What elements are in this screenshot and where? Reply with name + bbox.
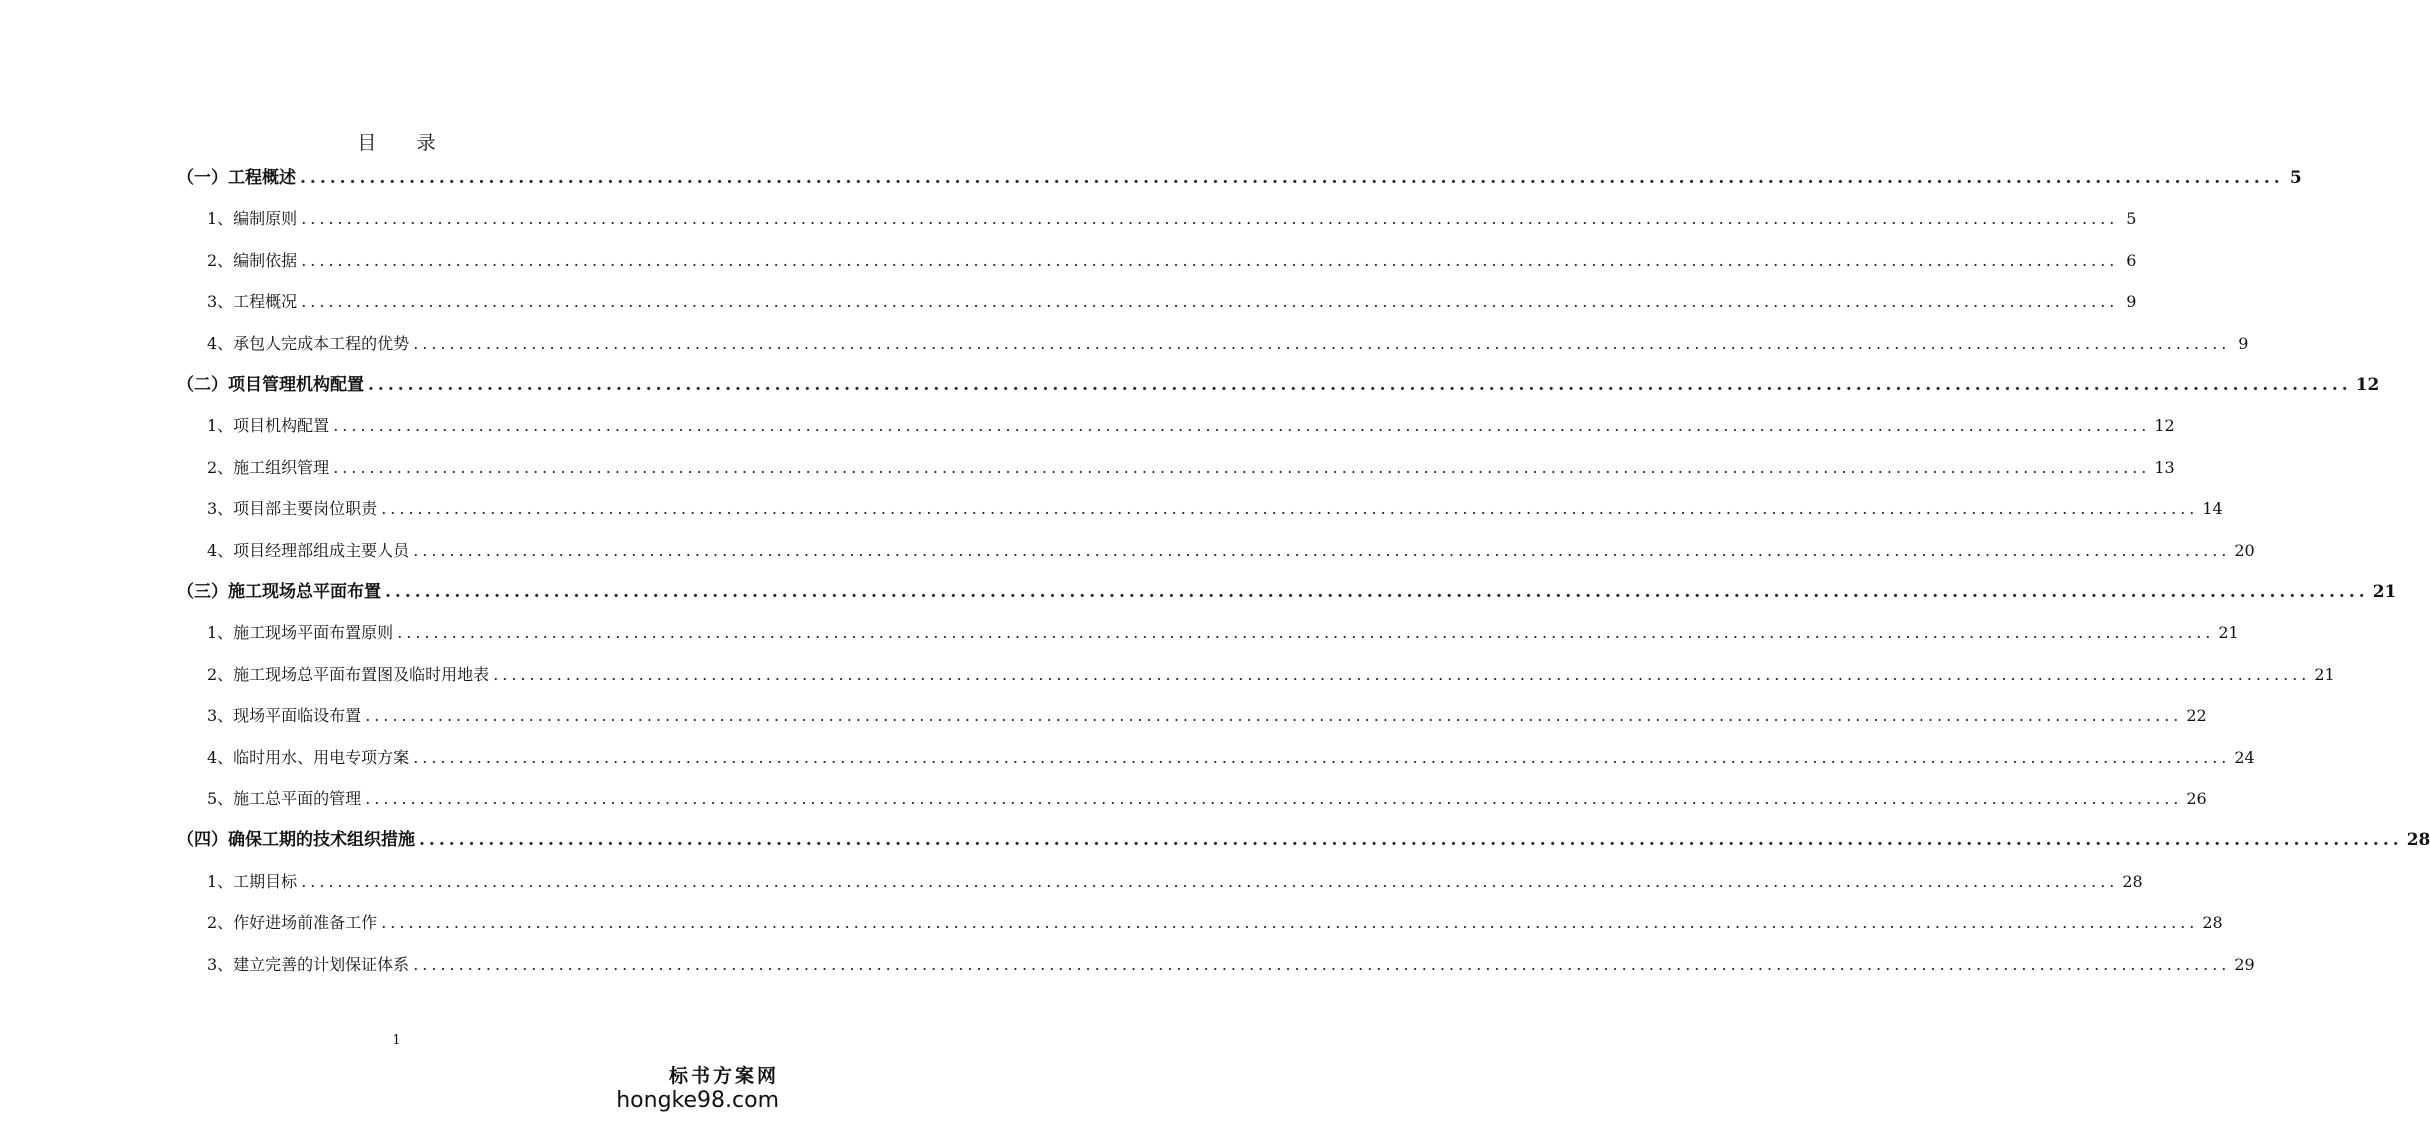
watermark-url: hongke98.com (616, 1088, 779, 1113)
toc-dot-leader: ........................................................................................................................................................................................................ (301, 292, 2119, 312)
toc-entry-label: 3、项目部主要岗位职责 (207, 499, 378, 519)
toc-sub-entry[interactable] (207, 453, 2175, 483)
toc-entry-page: 9 (2238, 333, 2249, 353)
toc-sub-entry[interactable] (207, 204, 2137, 234)
toc-dot-leader: ........................................................................................................................................................................................................ (413, 333, 2231, 353)
toc-dot-leader: ........................................................................................................................................................................................................ (365, 789, 2183, 808)
toc-entry-page: 6 (2126, 250, 2137, 270)
toc-entry-label: 1、编制原则 (207, 209, 298, 229)
toc-entry-label: （一）工程概述 (177, 168, 296, 188)
toc-entry-page: 24 (2234, 747, 2255, 767)
toc-entry-label: 1、施工现场平面布置原则 (207, 623, 394, 643)
toc-dot-leader: ........................................................................................................................................................................................................ (300, 168, 2284, 188)
toc-dot-leader: ........................................................................................................................................................................................................ (365, 706, 2183, 726)
toc-dot-leader: ........................................................................................................................................................................................................ (368, 375, 2352, 395)
toc-entry-label: 2、施工组织管理 (207, 457, 330, 477)
toc-title: 目 录 (357, 132, 453, 154)
toc-entry-label: （三）施工现场总平面布置 (177, 582, 381, 602)
toc-sub-entry[interactable] (207, 784, 2207, 814)
toc-dot-leader: ........................................................................................................................................................................................................ (413, 954, 2231, 974)
toc-entry-label: 4、项目经理部组成主要人员 (207, 540, 410, 560)
toc-entry-label: 5、施工总平面的管理 (207, 789, 362, 808)
toc-entry-page: 9 (2126, 292, 2137, 312)
toc-entry-page: 12 (2355, 375, 2380, 395)
toc-sub-entry[interactable] (207, 536, 2255, 566)
toc-sub-entry[interactable] (207, 287, 2137, 317)
toc-section-entry[interactable] (177, 577, 2397, 607)
toc-entry-page: 29 (2234, 954, 2255, 974)
toc-sub-entry[interactable] (207, 701, 2207, 731)
toc-entry-page: 21 (2314, 664, 2335, 684)
toc-dot-leader: ........................................................................................................................................................................................................ (385, 582, 2369, 602)
toc-entry-label: 3、现场平面临设布置 (207, 706, 362, 726)
toc-entry-page: 26 (2186, 789, 2207, 808)
toc-dot-leader: ........................................................................................................................................................................................................ (301, 871, 2119, 891)
toc-entry-label: （四）确保工期的技术组织措施 (177, 830, 415, 851)
toc-dot-leader: ........................................................................................................................................................................................................ (301, 209, 2119, 229)
toc-entry-page: 5 (2126, 209, 2137, 229)
toc-dot-leader: ........................................................................................................................................................................................................ (413, 747, 2231, 767)
toc-sub-entry[interactable] (207, 950, 2255, 980)
toc-section-entry[interactable] (177, 825, 2430, 855)
toc-sub-entry[interactable] (207, 329, 2249, 359)
toc-sub-entry[interactable] (207, 618, 2239, 648)
toc-section-entry[interactable] (177, 163, 2302, 193)
toc-dot-leader: ........................................................................................................................................................................................................ (381, 913, 2199, 933)
toc-sub-entry[interactable] (207, 246, 2137, 276)
toc-dot-leader: ........................................................................................................................................................................................................ (333, 457, 2151, 477)
toc-dot-leader: ........................................................................................................................................................................................................ (493, 664, 2311, 684)
toc-entry-page: 28 (2406, 830, 2430, 851)
toc-sub-entry[interactable] (207, 908, 2223, 938)
toc-sub-entry[interactable] (207, 411, 2175, 441)
toc-entry-label: 3、建立完善的计划保证体系 (207, 954, 410, 974)
toc-sub-entry[interactable] (207, 867, 2143, 897)
toc-entry-page: 20 (2234, 540, 2255, 560)
toc-entry-page: 12 (2154, 416, 2175, 436)
watermark-text: 标书方案网 (668, 1065, 779, 1087)
toc-entry-label: 4、承包人完成本工程的优势 (207, 333, 410, 353)
toc-entry-label: 1、项目机构配置 (207, 416, 330, 436)
toc-entry-page: 28 (2122, 871, 2143, 891)
watermark-logo (616, 1064, 779, 1114)
toc-entry-label: 2、作好进场前准备工作 (207, 913, 378, 933)
toc-sub-entry[interactable] (207, 743, 2255, 773)
toc-entry-page: 5 (2289, 168, 2302, 188)
toc-entry-label: 1、工期目标 (207, 871, 298, 891)
toc-entry-page: 14 (2202, 499, 2223, 519)
toc-entry-page: 13 (2154, 457, 2175, 477)
toc-sub-entry[interactable] (207, 494, 2223, 524)
toc-dot-leader: ........................................................................................................................................................................................................ (381, 499, 2199, 519)
toc-entry-label: 3、工程概况 (207, 292, 298, 312)
toc-dot-leader: ........................................................................................................................................................................................................ (413, 540, 2231, 560)
toc-dot-leader: ........................................................................................................................................................................................................ (419, 830, 2403, 851)
toc-dot-leader: ........................................................................................................................................................................................................ (301, 250, 2119, 270)
toc-entry-label: 2、编制依据 (207, 250, 298, 270)
page-number: 1 (392, 1033, 401, 1048)
toc-entry-label: （二）项目管理机构配置 (177, 375, 364, 395)
toc-entry-page: 21 (2218, 623, 2239, 643)
toc-entry-page: 21 (2372, 582, 2397, 602)
toc-section-entry[interactable] (177, 370, 2380, 400)
toc-entry-label: 4、临时用水、用电专项方案 (207, 747, 410, 767)
toc-entry-page: 28 (2202, 913, 2223, 933)
toc-entry-label: 2、施工现场总平面布置图及临时用地表 (207, 664, 490, 684)
toc-entry-page: 22 (2186, 706, 2207, 726)
toc-dot-leader: ........................................................................................................................................................................................................ (333, 416, 2151, 436)
toc-sub-entry[interactable] (207, 660, 2335, 690)
toc-dot-leader: ........................................................................................................................................................................................................ (397, 623, 2215, 643)
